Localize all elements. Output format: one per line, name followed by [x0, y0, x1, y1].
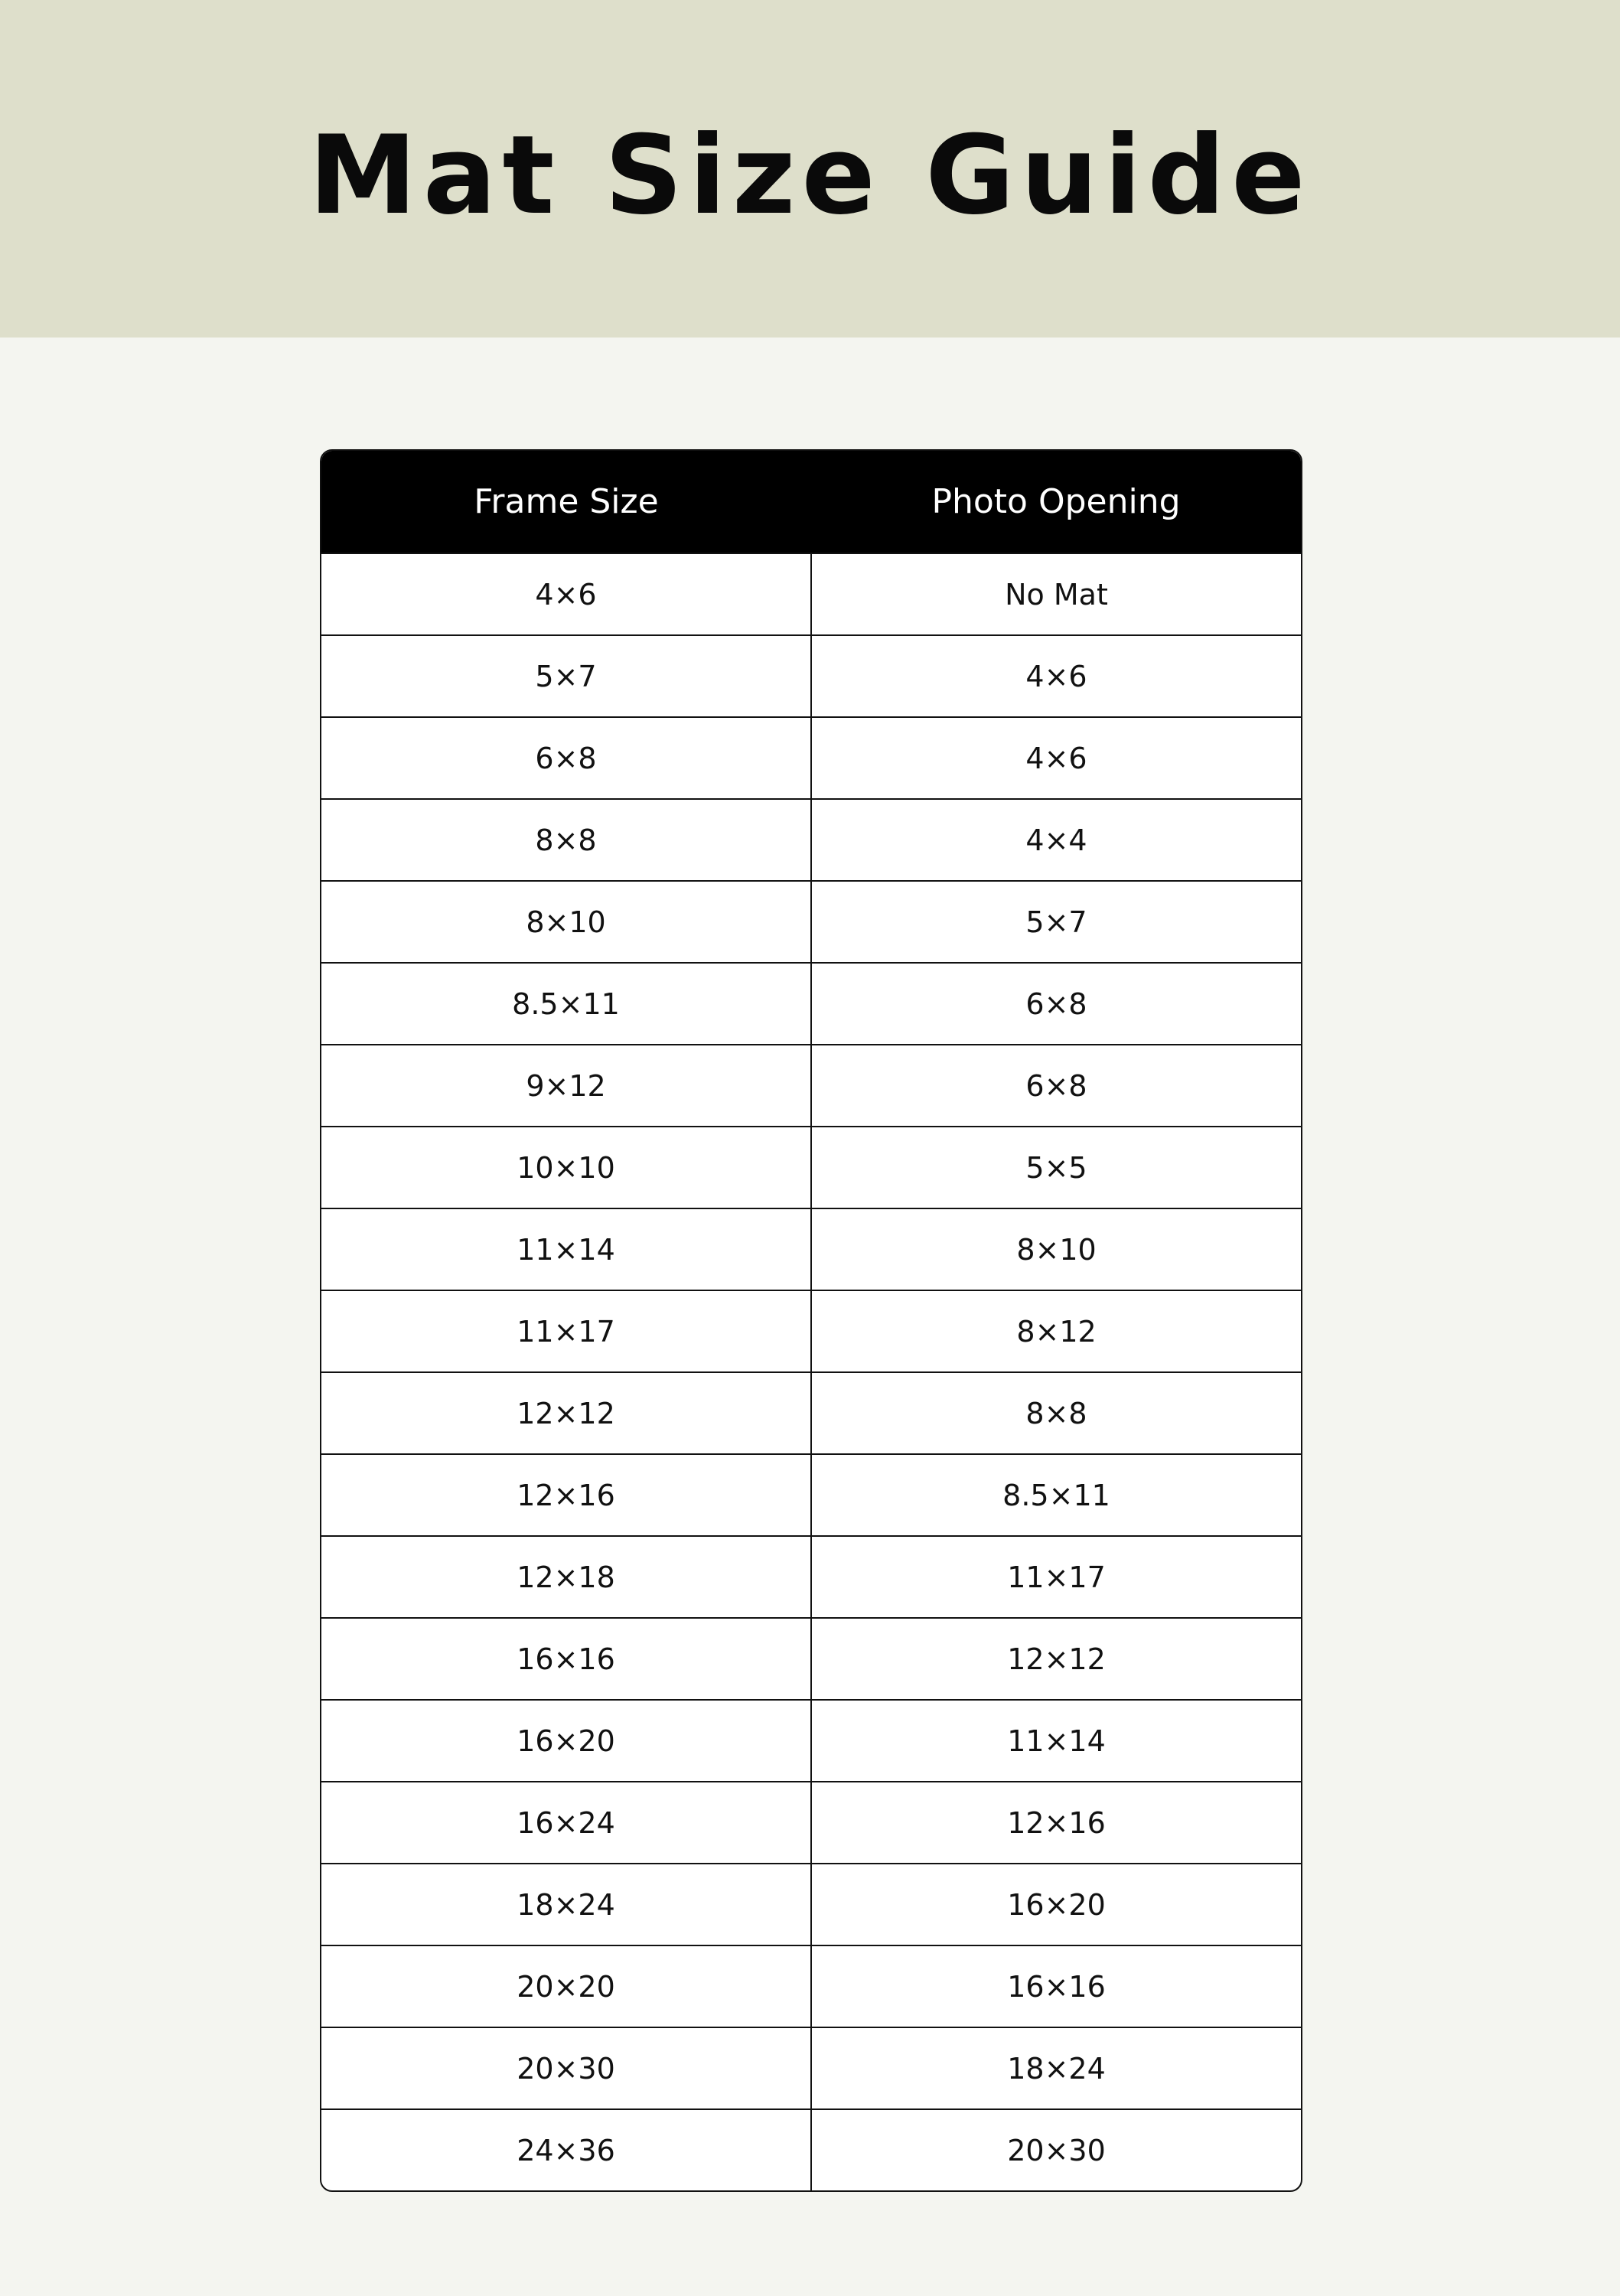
- photo-opening-cell: 8.5×11: [811, 1454, 1301, 1536]
- table-row: [321, 1045, 1301, 1127]
- frame-size-cell: 5×7: [321, 635, 811, 717]
- photo-opening-cell: 12×16: [811, 1782, 1301, 1864]
- table-row: [321, 1290, 1301, 1372]
- table-row: [321, 1618, 1301, 1700]
- frame-size-cell: 12×12: [321, 1372, 811, 1454]
- frame-size-cell: 12×16: [321, 1454, 811, 1536]
- photo-opening-cell: 18×24: [811, 2027, 1301, 2109]
- photo-opening-cell: 6×8: [811, 1045, 1301, 1127]
- table-row: [321, 553, 1301, 635]
- table-header-row: [321, 451, 1301, 553]
- photo-opening-cell: 4×4: [811, 799, 1301, 881]
- table-row: [321, 2109, 1301, 2190]
- frame-size-cell: 20×30: [321, 2027, 811, 2109]
- table-row: [321, 1864, 1301, 1945]
- frame-size-cell: 6×8: [321, 717, 811, 799]
- frame-size-cell: 24×36: [321, 2109, 811, 2190]
- table-row: [321, 1372, 1301, 1454]
- frame-size-cell: 16×16: [321, 1618, 811, 1700]
- frame-size-cell: 12×18: [321, 1536, 811, 1618]
- photo-opening-cell: 11×17: [811, 1536, 1301, 1618]
- photo-opening-cell: No Mat: [811, 553, 1301, 635]
- frame-size-cell: 9×12: [321, 1045, 811, 1127]
- mat-size-table: [321, 451, 1301, 2190]
- frame-size-cell: 8.5×11: [321, 963, 811, 1045]
- table-row: [321, 635, 1301, 717]
- photo-opening-cell: 20×30: [811, 2109, 1301, 2190]
- frame-size-cell: 8×10: [321, 881, 811, 963]
- photo-opening-cell: 12×12: [811, 1618, 1301, 1700]
- table-row: [321, 717, 1301, 799]
- table-row: [321, 1454, 1301, 1536]
- frame-size-cell: 18×24: [321, 1864, 811, 1945]
- frame-size-cell: 11×14: [321, 1208, 811, 1290]
- photo-opening-cell: 8×12: [811, 1290, 1301, 1372]
- photo-opening-cell: 4×6: [811, 717, 1301, 799]
- frame-size-cell: 20×20: [321, 1945, 811, 2027]
- column-header-photo-opening: Photo Opening: [811, 451, 1301, 553]
- photo-opening-cell: 16×20: [811, 1864, 1301, 1945]
- frame-size-cell: 10×10: [321, 1127, 811, 1208]
- frame-size-cell: 11×17: [321, 1290, 811, 1372]
- table-row: [321, 1127, 1301, 1208]
- table-body: [321, 553, 1301, 2190]
- mat-size-table-container: [320, 449, 1302, 2192]
- table-row: [321, 1700, 1301, 1782]
- table-row: [321, 1208, 1301, 1290]
- photo-opening-cell: 16×16: [811, 1945, 1301, 2027]
- page-title: Mat Size Guide: [308, 113, 1312, 239]
- frame-size-cell: 16×20: [321, 1700, 811, 1782]
- table-row: [321, 881, 1301, 963]
- table-row: [321, 799, 1301, 881]
- frame-size-cell: 8×8: [321, 799, 811, 881]
- photo-opening-cell: 4×6: [811, 635, 1301, 717]
- column-header-frame-size: Frame Size: [321, 451, 811, 553]
- table-row: [321, 1782, 1301, 1864]
- photo-opening-cell: 8×8: [811, 1372, 1301, 1454]
- table-row: [321, 963, 1301, 1045]
- photo-opening-cell: 8×10: [811, 1208, 1301, 1290]
- frame-size-cell: 16×24: [321, 1782, 811, 1864]
- photo-opening-cell: 6×8: [811, 963, 1301, 1045]
- table-row: [321, 1945, 1301, 2027]
- photo-opening-cell: 11×14: [811, 1700, 1301, 1782]
- photo-opening-cell: 5×7: [811, 881, 1301, 963]
- photo-opening-cell: 5×5: [811, 1127, 1301, 1208]
- table-header: [321, 451, 1301, 553]
- table-row: [321, 2027, 1301, 2109]
- table-row: [321, 1536, 1301, 1618]
- frame-size-cell: 4×6: [321, 553, 811, 635]
